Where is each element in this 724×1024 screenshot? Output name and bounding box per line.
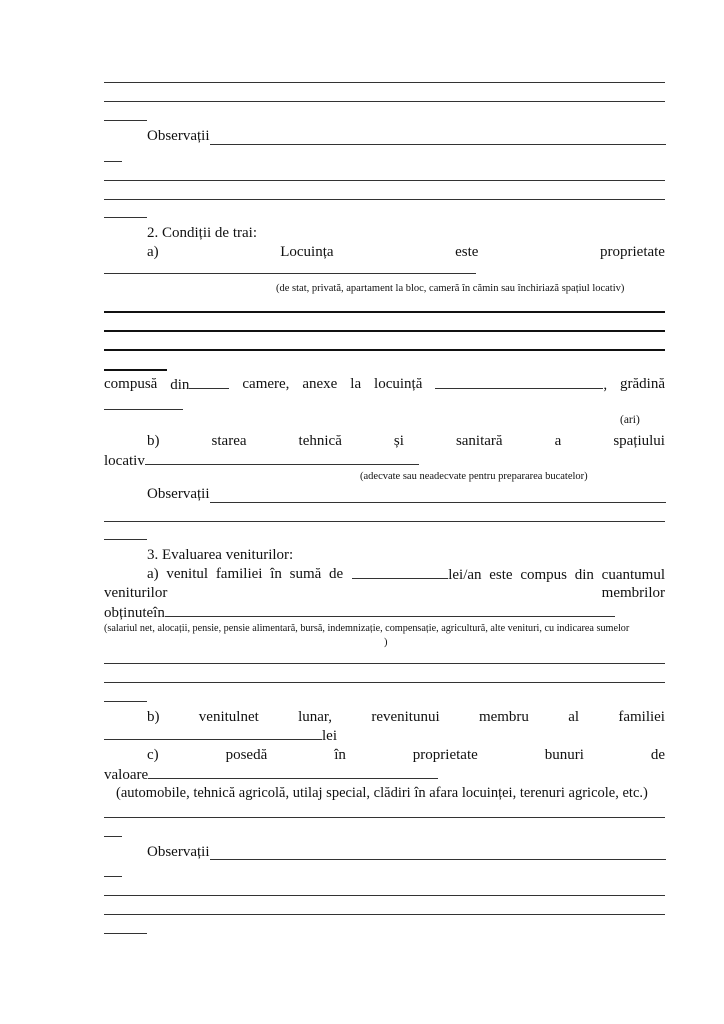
word: și: [393, 433, 404, 449]
venit-hint: (salariul net, alocații, pensie, pensie alimentară, bursă, indemnizație, compensație, agricultură, alte venituri, cu indicarea sumelor: [104, 623, 630, 634]
stare-tehnica-field[interactable]: [145, 451, 419, 465]
fill-line[interactable]: [104, 539, 147, 540]
camere-count-field[interactable]: [189, 375, 229, 389]
observatii-label-2: Observații: [147, 486, 210, 502]
fill-line[interactable]: [104, 663, 665, 664]
bunuri-field[interactable]: [148, 765, 438, 779]
bunuri-line: [147, 746, 665, 764]
stare-tehnica-hint: (adecvate sau neadecvate pentru prepararea bucatelor): [360, 471, 588, 482]
venit-familie-line: [147, 565, 665, 584]
word: din: [170, 377, 190, 393]
valoare-line: [104, 765, 438, 784]
fill-line[interactable]: [104, 330, 665, 332]
word: locuință: [374, 376, 423, 392]
word: bunuri: [544, 747, 584, 763]
fill-line[interactable]: [104, 521, 665, 522]
venit-suma-field[interactable]: [352, 565, 448, 579]
veniturilor-line: [104, 584, 665, 602]
section2-b-line: [147, 432, 665, 450]
section3-heading: 3. Evaluarea veniturilor:: [147, 547, 294, 563]
word: membrilor: [601, 585, 665, 601]
fill-line[interactable]: [104, 161, 122, 162]
word: sanitară: [455, 433, 503, 449]
word: locativ: [104, 453, 145, 469]
word: starea: [211, 433, 247, 449]
word: anexe: [302, 376, 338, 392]
anexe-field[interactable]: [435, 375, 603, 389]
word: c): [147, 747, 159, 763]
word: de: [650, 747, 665, 763]
section2-heading: 2. Condiții de trai:: [147, 225, 257, 241]
venit-lunar-field[interactable]: [104, 726, 322, 740]
word: obținuteîn: [104, 605, 165, 621]
venit-prefix: a) venitul familiei în sumă de: [147, 566, 344, 582]
word: tehnică: [298, 433, 342, 449]
section2-a-line: [147, 243, 665, 261]
word: grădină: [620, 376, 665, 392]
fill-line[interactable]: [104, 349, 665, 351]
fill-line[interactable]: [104, 217, 147, 218]
gradina-field[interactable]: [104, 409, 183, 410]
fill-line[interactable]: [104, 82, 665, 83]
word: spațiului: [613, 433, 665, 449]
word: membru: [478, 709, 529, 725]
word: proprietate: [600, 244, 665, 260]
venit-lunar-line: [147, 708, 665, 726]
fill-line[interactable]: [104, 836, 122, 837]
word: lunar,: [298, 709, 333, 725]
word: revenitunui: [371, 709, 440, 725]
venit-surse-field[interactable]: [165, 603, 615, 617]
ari-hint: (ari): [620, 414, 640, 426]
word: valoare: [104, 767, 149, 783]
observatii-field-2[interactable]: [210, 502, 666, 503]
word: în: [334, 747, 346, 763]
word: camere,: [242, 376, 290, 392]
venit-hint-close: ): [384, 637, 388, 648]
observatii-field-1[interactable]: [210, 144, 666, 145]
observatii-label-3: Observații: [147, 844, 210, 860]
word: al: [568, 709, 580, 725]
fill-line[interactable]: [104, 876, 122, 877]
fill-line[interactable]: [104, 914, 665, 915]
word: b): [147, 433, 160, 449]
comma: ,: [603, 377, 608, 393]
fill-line[interactable]: [104, 701, 147, 702]
fill-line[interactable]: [104, 120, 147, 121]
fill-line[interactable]: [104, 180, 665, 181]
locuinta-hint: (de stat, privată, apartament la bloc, cameră în cămin sau închiriază spațiul locativ): [276, 283, 625, 294]
fill-line[interactable]: [104, 682, 665, 683]
fill-line[interactable]: [104, 369, 167, 371]
fill-line[interactable]: [104, 817, 665, 818]
fill-line[interactable]: [104, 199, 665, 200]
fill-line[interactable]: [104, 101, 665, 102]
venit-suffix: lei/an este compus din cuantumul: [448, 567, 665, 583]
word: la: [350, 376, 362, 392]
word: veniturilor: [104, 585, 168, 601]
word: posedă: [225, 747, 268, 763]
word: a: [554, 433, 562, 449]
word: compusă: [104, 376, 158, 392]
word: a): [147, 244, 159, 260]
compusa-line: [104, 375, 665, 394]
word: proprietate: [412, 747, 478, 763]
word: este: [455, 244, 479, 260]
lei-label: lei: [322, 728, 337, 744]
word: Locuința: [280, 244, 334, 260]
fill-line[interactable]: [104, 933, 147, 934]
word: familiei: [618, 709, 665, 725]
venit-lunar-field-line: [104, 726, 337, 745]
word: venitulnet: [198, 709, 259, 725]
observatii-field-3[interactable]: [210, 859, 666, 860]
locativ-line: [104, 451, 419, 470]
observatii-label-1: Observații: [147, 128, 210, 144]
fill-line[interactable]: [104, 895, 665, 896]
fill-line[interactable]: [104, 311, 665, 313]
locuinta-proprietate-field[interactable]: [104, 273, 476, 274]
obtinute-line: [104, 603, 615, 622]
word: b): [147, 709, 160, 725]
bunuri-hint: (automobile, tehnică agricolă, utilaj special, clădiri în afara locuinței, terenuri agricole, etc.): [116, 785, 648, 801]
